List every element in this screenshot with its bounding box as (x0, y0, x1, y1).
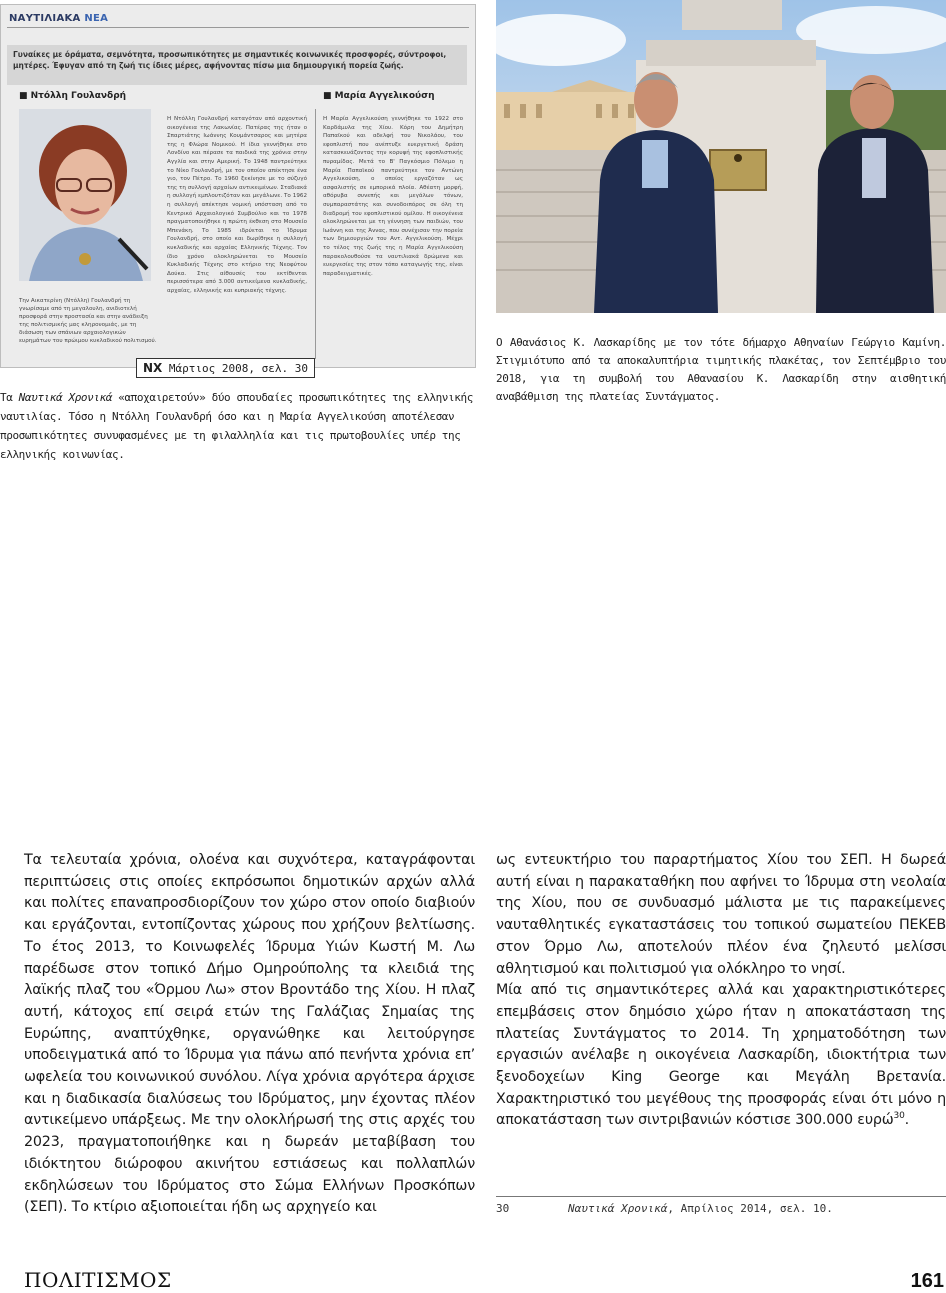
clipping-divider (315, 109, 316, 359)
body-paragraph: ως εντευκτήριο του παραρτήματος Χίου του ΣΕΠ. Η δωρεά αυτή είναι η παρακαταθήκη που αφήνει το Ίδρυμα στη νεολαία της Χίου, που σε συνδυασμό μάλιστα με τις παρακείμενες ναυταθλητικές εγκαταστάσεις του τοπικού σωματείου ΠΕΚΕΒ στον Όρμο Λω, αποτελούν πλέον ένα ζηλευτό μελίσσι αθλητισμού και πολιτισμού για ολόκληρο το νησί. (496, 852, 946, 977)
nx-logo: NX (143, 361, 163, 375)
newspaper-clipping (0, 4, 476, 368)
right-caption: Ο Αθανάσιος Κ. Λασκαρίδης με τον τότε δήμαρχο Αθηναίων Γεώργιο Καμίνη. Στιγμιότυπο από τα αποκαλυπτήρια τιμητικής πλακέτας, τον Σεπτέμβριο του 2018, για τη συμβολή του Αθανασίου Κ. Λασκαρίδη στην αισθητική αναβάθμιση της πλατείας Συντάγματος. (496, 336, 946, 403)
body-paragraph: Μία από τις σημαντικότερες αλλά και χαρακτηριστικότερες επεμβάσεις στον δημόσιο χώρο ήταν η αποκατάσταση της πλατείας Συντάγματος το 2014. Τη χρηματοδότηση των εργασιών ανέλαβε η οικογένεια Λασκαρίδη, ιδιοκτήτρια των ξενοδοχείων King George και Μεγάλη Βρετανία. Χαρακτηριστικό του μεγέθους της προσφοράς είναι ότι μόνο η αποκατάσταση των σιντριβανιών κόστισε 300.000 ευρώ$^{30}$. (496, 982, 946, 1129)
syntagma-photo (496, 0, 946, 313)
clipping-column-right: Η Μαρία Αγγελικούση γεννήθηκε το 1922 στο Καρδάμυλα της Χίου. Κόρη του Δημήτρη Παπαϊκού και αδελφή του Νικολάου, του εφοπλιστή που ανέπτυξε ευεργετική δράση κατασκευάζοντας την κορυφή της εφοπλιστικής πυραμίδας. Μετά το Β' Παγκόσμιο Πόλεμο η Μαρία Παπαϊκού παντρεύτηκε τον Αντώνη Αγγελικούση, ο οποίος εργαζόταν ως ασφαλιστής σε εμπορικά πλοία. Αθέατη μορφή, αθόρυβα συνεπής και μεγάλων τόνων, συμπαραστάτης και συνοδοιπόρος σε όλη τη διαδρομή του εφοπλιστικού ομίλου. Η οικογένεια ολοκληρώνεται με τη γέννηση των παιδιών, του Ιωάννη και της Άννας, που συνέχισαν την πορεία των δημιουργιών του Αντ. Αγγελικούση. Μέχρι το τέλος της ζωής της η Μαρία Αγγελικούση παρακολουθούσε τα ναυτιλιακά δρώμενα και ευεργεσίες της στον τόπο καταγωγής της, είναι παραδειγματικές. (323, 116, 463, 277)
portrait-illustration (19, 109, 151, 281)
footnote-rule (496, 1196, 946, 1197)
clipping-banner: Γυναίκες με όράματα, σεμνότητα, προσωπικότητες με σημαντικές κοινωνικές προσφορές, σύντροφοι, μητέρες. Έφυγαν από τη ζωή τις ίδιες μέρες, αφήνοντας πίσω μια δημιουργική πορεία ζωής. (7, 45, 467, 85)
body-paragraph: Τα τελευταία χρόνια, ολοένα και συχνότερα, καταγράφονται περιπτώσεις στις οποίες εκπρόσωποι δημοτικών αρχών αλλά και πολίτες επαναπροσδιορίζουν τον χώρο στον οποίο διαβιούν και εργάζονται, εντοπίζοντας χώρους που χρήζουν βελτίωσης. Το έτος 2013, το Κοινωφελές Ίδρυμα Υιών Κωστή Μ. Λω παρέδωσε στον τοπικό Δήμο Ομηρούπολης τα κλειδιά της λαϊκής πλαζ του «Όρμου Λω» στον Βροντάδο της Χίου. Η πλαζ αυτή, κάτοχος επί σειρά ετών της Γαλάζιας Σημαίας της Ευρώπης, αναπτύχθηκε, οργανώθηκε και λειτούργησε υποδειγματικά από το Ίδρυμα για πάνω από πενήντα χρόνια επ’ ωφελεία του κοινωνικού συνόλου. Λίγα χρόνια αργότερα άρχισε και η διαδικασία διαλύσεως του Ιδρύματος, μην έχοντας πλέον αντικείμενο υπάρξεως. Με την ολοκλήρωσή της στις αρχές του 2023, πραγματοποιήθηκε και η δωρεάν μεταβίβαση του ιδιόκτητου διώροφου ακινήτου εστιάσεως και πολλαπλών εκδηλώσεων του Ιδρύματος στο Σώμα Ελλήνων Προσκόπων (ΣΕΠ). Το κτίριο αξιοποιείται ήδη ως αρχηγείο και (24, 852, 475, 1216)
footnote: 30 Ναυτικά Χρονικά, Απρίλιος 2014, σελ. 10. (496, 1202, 833, 1215)
page-number: 161 (910, 1270, 944, 1292)
body-column-right (496, 850, 946, 1132)
clipping-name-right: ■ Μαρία Αγγελικούση (323, 91, 435, 101)
clipping-name-left: ■ Ντόλλη Γουλανδρή (19, 91, 127, 101)
clipping-column-middle: Η Ντόλλη Γουλανδρή καταγόταν από αρχοντική οικογένεια της Λακωνίας. Πατέρας της ήταν ο Σπαρτιάτης Ιωάννης Κουμάντσαρος και μητέρα της η Φλώρα Νομικού. Η ίδια γεννήθηκε στο Λονδίνο και πέρασε τα παιδικά της χρόνια στην Αγγλία και στην Αμερική. Το 1948 παντρεύτηκε το Νίκο Γουλανδρή, με τον οποίον απέκτησε ένα γιο, τον Πέτρο. Το 1960 ξεκίνησε με το σύζυγό της τη συλλογή αρχαίων αντικειμένων. Σταδιακά η συλλογή εμπλουτιζόταν και μεγάλωνε. Το 1962 η συλλογή απέκτησε νομική υπόσταση από το Κεντρικό Αρχαιολογικό Συμβούλιο και το 1978 πραγματοποιήθηκε η πρώτη έκθεση στο Μουσείο Μπενάκη. Το 1985 ιδρύεται το Ίδρυμα Γουλανδρή, στο οποίο και δωρίθηκε η συλλογή κυκλαδικής και αρχαίας Ελληνικής Τέχνης. Τον ίδιο χρόνο ολοκληρώνεται το Μουσείο Κυκλαδικής Τέχνης στο κτήριο της Νεοφύτου Δούκα. Στις αίθουσές του εκτίθενται περισσότερα από 3.000 αντικείμενα κυκλαδικής, αρχαίας, ελληνικής και κυπριακής τέχνης. (167, 116, 307, 294)
section-title: ΠΟΛΙΤΙΣΜΟΣ (24, 1268, 172, 1292)
clipping-header: ΝΑΥΤΙΛΙΑΚΑ ΝΕΑ (9, 13, 109, 24)
clipping-rule (7, 27, 469, 28)
source-tag: NX Μάρτιος 2008, σελ. 30 (136, 358, 315, 378)
photo-illustration (496, 0, 946, 313)
portrait-photo (19, 109, 151, 281)
left-caption: Τα Ναυτικά Χρονικά «αποχαιρετούν» δύο σπουδαίες προσωπικότητες της ελληνικής ναυτιλίας. Τόσο η Ντόλλη Γουλανδρή όσο και η Μαρία Αγγελικούση αποτέλεσαν προσωπικότητες συνυφασμένες με τη φιλαλληλία και τις πρωτοβουλίες υπέρ της ελληνικής κοινωνίας. (0, 391, 473, 461)
body-column-left (24, 850, 475, 1219)
footnote-ref[interactable]: 30 (893, 1111, 905, 1122)
clipping-photo-caption: Την Αικατερίνη (Ντόλλη) Γουλανδρή τη γνωρίσαμε από τη μεγαλουλη, ανιδιοτελή προσφορά στην προστασία και στην ανάδειξη της πολιτισμικής μας κληρονομιάς, με τη διάσωση των σπάνιων αρχαιολογικών ευρημάτων του πρώιμου κυκλαδικού πολιτισμού. (19, 298, 157, 344)
